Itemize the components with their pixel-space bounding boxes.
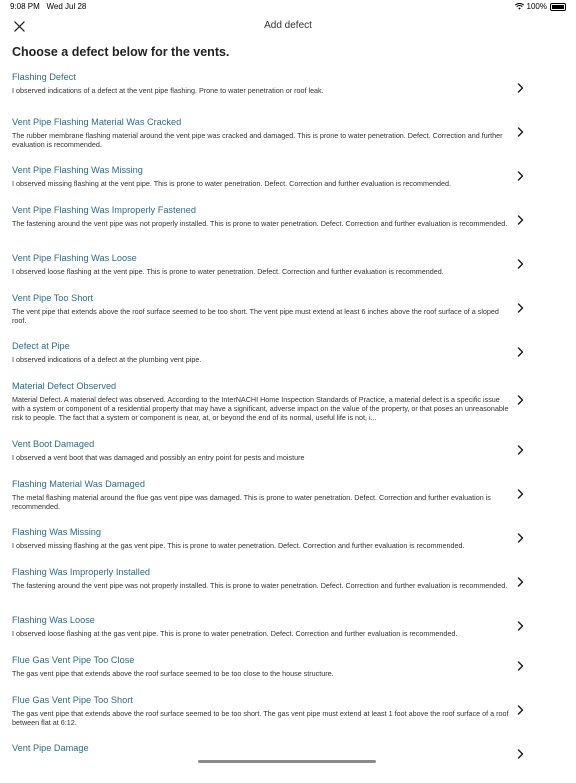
defect-title: Flashing Was Improperly Installed: [12, 567, 151, 577]
chevron-right-icon: [515, 488, 525, 500]
home-indicator[interactable]: [198, 760, 376, 763]
defect-title: Flashing Was Missing: [12, 527, 102, 537]
defect-description: The gas vent pipe that extends above the roof surface seemed to be too close to the house structure.: [12, 669, 334, 678]
status-indicators: [515, 2, 566, 11]
defect-title: Flashing Was Loose: [12, 615, 95, 625]
defect-description: The metal flashing material around the flue gas vent pipe was damaged. This is prone to water penetration. Defect. Correction and further evaluation is recommended.: [12, 493, 491, 512]
chevron-right-icon: [515, 620, 525, 632]
defect-list-item[interactable]: [0, 293, 576, 333]
defect-description: The fastening around the vent pipe was not properly installed. This is prone to water penetration. Defect. Correction and further evaluation is recommended.: [12, 581, 508, 590]
chevron-right-icon: [515, 258, 525, 270]
defect-list-item[interactable]: [0, 743, 576, 783]
defect-list-item[interactable]: [0, 165, 576, 205]
defect-description: I observed indications of a defect at the vent pipe flashing. Prone to water penetration or roof leak.: [12, 86, 324, 95]
status-bar: [0, 0, 576, 14]
nav-title: Add defect: [264, 20, 312, 31]
chevron-right-icon: [515, 660, 525, 672]
defect-title: Defect at Pipe: [12, 341, 70, 351]
chevron-right-icon: [515, 302, 525, 314]
defect-list-item[interactable]: [0, 439, 576, 479]
battery-percent: 100%: [526, 2, 547, 11]
defect-list-item[interactable]: [0, 615, 576, 655]
battery-icon: [550, 3, 566, 11]
defect-list-item[interactable]: [0, 655, 576, 695]
defect-list-item[interactable]: [0, 527, 576, 567]
defect-title: Material Defect Observed: [12, 381, 117, 391]
wifi-icon: [515, 3, 524, 10]
chevron-right-icon: [515, 214, 525, 226]
defect-description: The rubber membrane flashing material around the vent pipe was cracked and damaged. This is prone to water penetration. Defect. Correction and further evaluation is recommended.: [12, 131, 503, 150]
chevron-right-icon: [515, 126, 525, 138]
chevron-right-icon: [515, 346, 525, 358]
defect-title: Vent Pipe Damage: [12, 743, 89, 753]
defect-title: Vent Pipe Flashing Was Improperly Fastened: [12, 205, 197, 215]
defect-description: Material Defect. A material defect was observed. According to the InterNACHI Home Inspection Standards of Practice, a material defect is a specific issue with a system or component of a residential property that may have a significant, adverse impact on the value of the property, or that poses an unreasonable risk to people. The fact that a system or component is near, at, or beyond the end of its normal, useful life is not, i...: [12, 395, 509, 423]
defect-list-item[interactable]: [0, 117, 576, 157]
status-time-date: [10, 2, 86, 11]
chevron-right-icon: [515, 532, 525, 544]
nav-bar: [0, 14, 576, 40]
defect-description: I observed loose flashing at the gas vent pipe. This is prone to water penetration. Defect. Correction and further evaluation is recommended.: [12, 629, 458, 638]
defect-title: Flue Gas Vent Pipe Too Short: [12, 695, 133, 705]
defect-title: Vent Boot Damaged: [12, 439, 95, 449]
defect-list-item[interactable]: [0, 695, 576, 735]
defect-list-item[interactable]: [0, 253, 576, 293]
defect-list-item[interactable]: [0, 567, 576, 607]
defect-description: The vent pipe that extends above the roof surface seemed to be too short. The vent pipe must extend at least 6 inches above the roof surface of a sloped roof.: [12, 307, 499, 326]
defect-description: I observed missing flashing at the gas vent pipe. This is prone to water penetration. Defect. Correction and further evaluation is recommended.: [12, 541, 465, 550]
chevron-right-icon: [515, 170, 525, 182]
status-date: Wed Jul 28: [46, 2, 87, 11]
chevron-right-icon: [515, 748, 525, 760]
defect-description: I observed loose flashing at the vent pipe. This is prone to water penetration. Defect. Correction and further evaluation is recommended.: [12, 267, 444, 276]
chevron-right-icon: [515, 82, 525, 94]
chevron-right-icon: [515, 576, 525, 588]
defect-title: Vent Pipe Flashing Was Missing: [12, 165, 143, 175]
defect-description: The gas vent pipe that extends above the roof surface seemed to be too short. The gas vent pipe must extend at least 1 foot above the roof surface of a roof between flat at 6:12.: [12, 709, 509, 728]
page-heading: Choose a defect below for the vents.: [12, 45, 230, 59]
defect-title: Flue Gas Vent Pipe Too Close: [12, 655, 135, 665]
defect-title: Flashing Defect: [12, 72, 76, 82]
defect-description: I observed a vent boot that was damaged and possibly an entry point for pests and moisture: [12, 453, 305, 462]
defect-title: Vent Pipe Flashing Material Was Cracked: [12, 117, 182, 127]
defect-list-item[interactable]: [0, 205, 576, 245]
status-time: 9:08 PM: [10, 2, 40, 11]
defect-title: Flashing Material Was Damaged: [12, 479, 145, 489]
defect-description: The fastening around the vent pipe was not properly installed. This is prone to water penetration. Defect. Correction and further evaluation is recommended.: [12, 219, 508, 228]
defect-title: Vent Pipe Too Short: [12, 293, 94, 303]
defect-list-item[interactable]: [0, 72, 576, 112]
chevron-right-icon: [515, 704, 525, 716]
defect-title: Vent Pipe Flashing Was Loose: [12, 253, 137, 263]
defect-list-item[interactable]: [0, 381, 576, 421]
defect-list-item[interactable]: [0, 341, 576, 381]
defect-list-item[interactable]: [0, 479, 576, 519]
defect-description: I observed indications of a defect at the plumbing vent pipe.: [12, 355, 202, 364]
chevron-right-icon: [515, 444, 525, 456]
defect-description: I observed missing flashing at the vent pipe. This is prone to water penetration. Defect. Correction and further evaluation is recommended.: [12, 179, 451, 188]
chevron-right-icon: [515, 394, 525, 406]
